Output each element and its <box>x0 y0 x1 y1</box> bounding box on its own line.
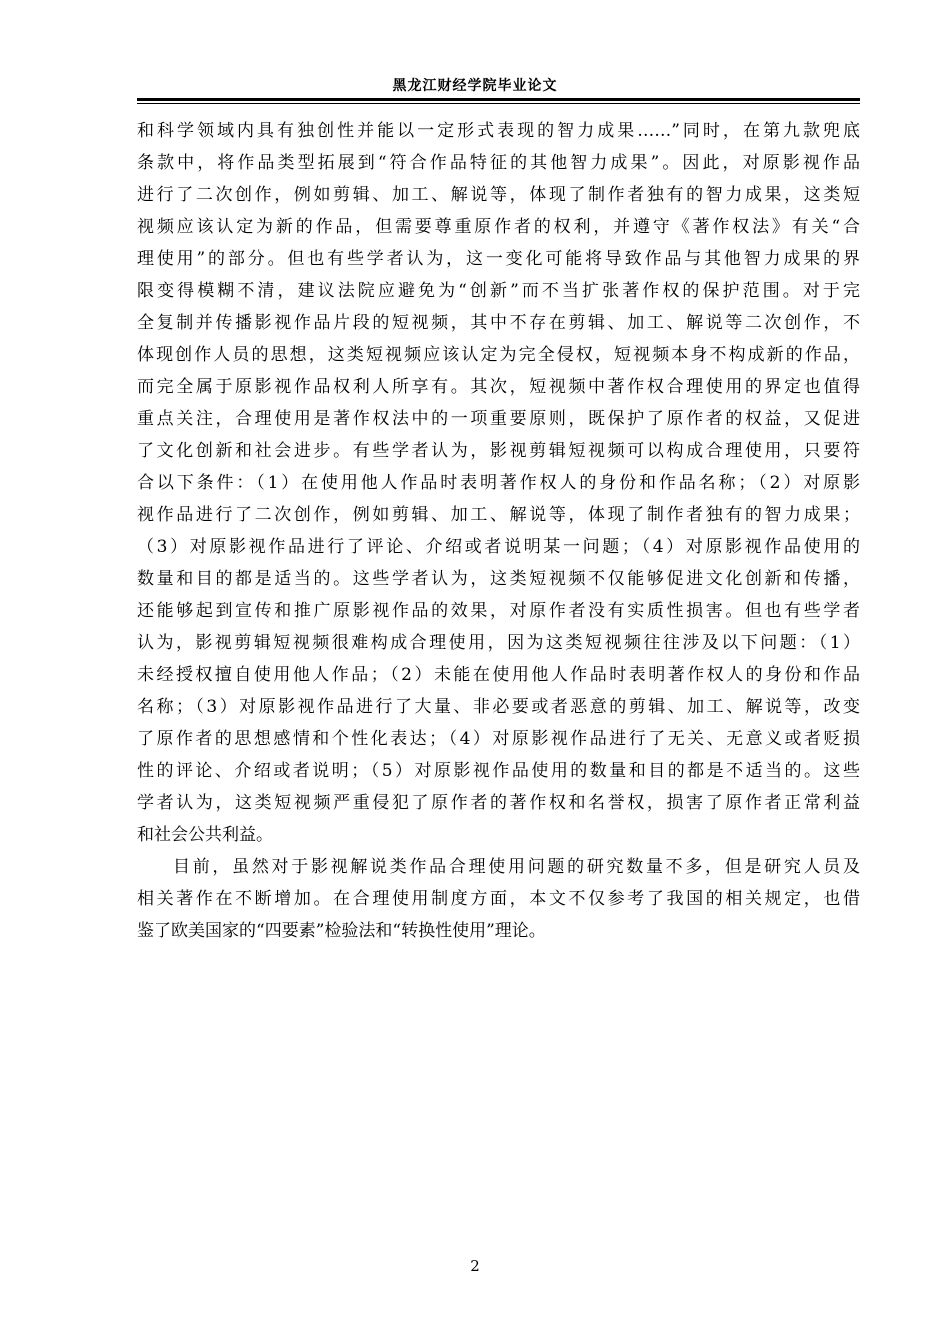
text-line-paragraph-start: 目前，虽然对于影视解说类作品合理使用问题的研究数量不多，但是研究人员及 <box>173 857 860 877</box>
text-line: 合以下条件：（1）在使用他人作品时表明著作权人的身份和作品名称；（2）对原影 <box>137 473 860 493</box>
text-line: 数量和目的都是适当的。这些学者认为，这类短视频不仅能够促进文化创新和传播， <box>137 569 860 589</box>
text-line: 限变得模糊不清，建议法院应避免为“创新”而不当扩张著作权的保护范围。对于完 <box>137 281 860 301</box>
text-line: 还能够起到宣传和推广原影视作品的效果，对原作者没有实质性损害。但也有些学者 <box>137 601 860 621</box>
text-line: （3）对原影视作品进行了评论、介绍或者说明某一问题；（4）对原影视作品使用的 <box>137 537 860 557</box>
text-line: 重点关注，合理使用是著作权法中的一项重要原则，既保护了原作者的权益，又促进 <box>137 409 860 429</box>
body-text <box>137 115 860 947</box>
text-line: 而完全属于原影视作品权利人所享有。其次，短视频中著作权合理使用的界定也值得 <box>137 377 860 397</box>
page-number: 2 <box>470 1257 480 1275</box>
text-line: 进行了二次创作，例如剪辑、加工、解说等，体现了制作者独有的智力成果，这类短 <box>137 185 860 205</box>
header-rule <box>137 98 860 101</box>
text-line: 性的评论、介绍或者说明；（5）对原影视作品使用的数量和目的都是不适当的。这些 <box>137 761 860 781</box>
text-line: 和社会公共利益。 <box>137 825 273 845</box>
header-rule-thin <box>137 103 860 104</box>
text-line: 名称；（3）对原影视作品进行了大量、非必要或者恶意的剪辑、加工、解说等，改变 <box>137 697 860 717</box>
text-line: 体现创作人员的思想，这类短视频应该认定为完全侵权，短视频本身不构成新的作品， <box>137 345 860 365</box>
text-line: 鉴了欧美国家的“四要素”检验法和“转换性使用”理论。 <box>137 921 546 941</box>
text-line: 认为，影视剪辑短视频很难构成合理使用，因为这类短视频往往涉及以下问题：（1） <box>137 633 860 653</box>
text-line: 视作品进行了二次创作，例如剪辑、加工、解说等，体现了制作者独有的智力成果； <box>137 505 860 525</box>
text-line: 未经授权擅自使用他人作品；（2）未能在使用他人作品时表明著作权人的身份和作品 <box>137 665 860 685</box>
text-line: 理使用”的部分。但也有些学者认为，这一变化可能将导致作品与其他智力成果的界 <box>137 249 860 269</box>
header-title: 黑龙江财经学院毕业论文 <box>392 78 558 94</box>
text-line: 全复制并传播影视作品片段的短视频，其中不存在剪辑、加工、解说等二次创作，不 <box>137 313 860 333</box>
text-line: 了原作者的思想感情和个性化表达；（4）对原影视作品进行了无关、无意义或者贬损 <box>137 729 860 749</box>
text-line: 了文化创新和社会进步。有些学者认为，影视剪辑短视频可以构成合理使用，只要符 <box>137 441 860 461</box>
text-line: 条款中，将作品类型拓展到“符合作品特征的其他智力成果”。因此，对原影视作品 <box>137 153 860 173</box>
text-line: 视频应该认定为新的作品，但需要尊重原作者的权利，并遵守《著作权法》有关“合 <box>137 217 860 237</box>
text-line: 学者认为，这类短视频严重侵犯了原作者的著作权和名誉权，损害了原作者正常利益 <box>137 793 860 813</box>
text-line: 相关著作在不断增加。在合理使用制度方面，本文不仅参考了我国的相关规定，也借 <box>137 889 860 909</box>
text-line: 和科学领域内具有独创性并能以一定形式表现的智力成果……”同时，在第九款兜底 <box>137 121 860 141</box>
